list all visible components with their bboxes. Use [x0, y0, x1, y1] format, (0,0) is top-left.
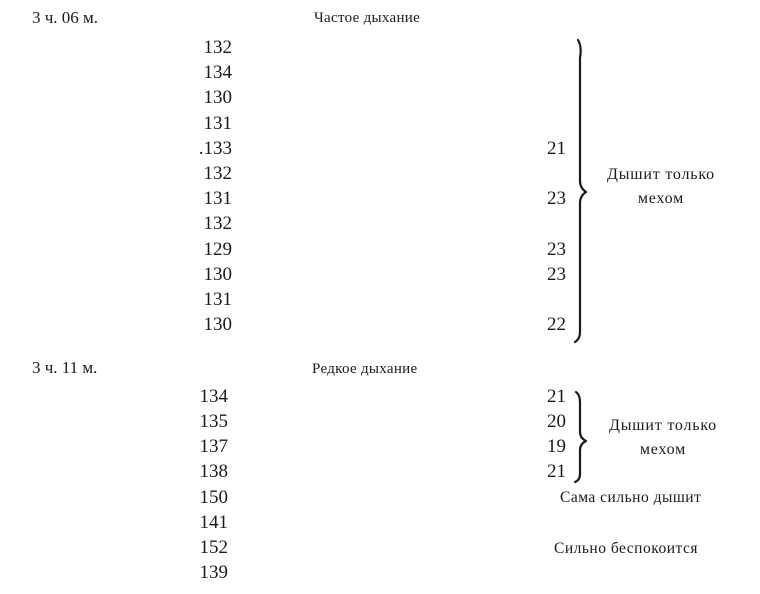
- pulse-value: 131: [203, 113, 232, 134]
- pulse-value: 132: [203, 213, 232, 234]
- pulse-value: 139: [199, 562, 228, 583]
- resp-value: 23: [547, 264, 566, 285]
- pulse-value: 137: [199, 436, 228, 457]
- pulse-value: 150: [199, 487, 228, 508]
- pulse-value: 132: [203, 163, 232, 184]
- pulse-value: 130: [203, 264, 232, 285]
- pulse-value: 152: [199, 537, 228, 558]
- pulse-value: 135: [199, 411, 228, 432]
- pulse-value: 134: [203, 62, 232, 83]
- pulse-value: 129: [203, 239, 232, 260]
- resp-value: 19: [547, 436, 566, 457]
- pulse-value: 131: [203, 289, 232, 310]
- section-2-remark-2: Сильно беспокоится: [554, 540, 698, 557]
- section-1-note-line2: мехом: [637, 190, 685, 207]
- resp-value: 21: [547, 386, 566, 407]
- pulse-value: 138: [199, 461, 228, 482]
- resp-value: 20: [547, 411, 566, 432]
- section-2-note-line1: Дышит только: [609, 417, 717, 434]
- section-2-heading: Редкое дыхание: [312, 361, 418, 377]
- pulse-value: 130: [203, 314, 232, 335]
- resp-value: 23: [547, 188, 566, 209]
- pulse-value: 141: [199, 512, 228, 533]
- resp-value: 21: [547, 461, 566, 482]
- resp-value: 22: [547, 314, 566, 335]
- pulse-value: 134: [199, 386, 228, 407]
- section-1-note-line1: Дышит только: [607, 166, 715, 183]
- section-2-remark-1: Сама сильно дышит: [560, 489, 702, 506]
- section-1-heading: Частое дыхание: [314, 10, 421, 26]
- pulse-value: 132: [203, 37, 232, 58]
- resp-value: 21: [547, 138, 566, 159]
- section-1-time: 3 ч. 06 м.: [32, 8, 99, 27]
- section-2-note-line2: мехом: [639, 441, 687, 458]
- pulse-value: .133: [198, 138, 232, 159]
- section-2-time: 3 ч. 11 м.: [32, 358, 98, 377]
- pulse-value: 130: [203, 87, 232, 108]
- resp-value: 23: [547, 239, 566, 260]
- section-2-brace: [566, 388, 590, 488]
- pulse-value: 131: [203, 188, 232, 209]
